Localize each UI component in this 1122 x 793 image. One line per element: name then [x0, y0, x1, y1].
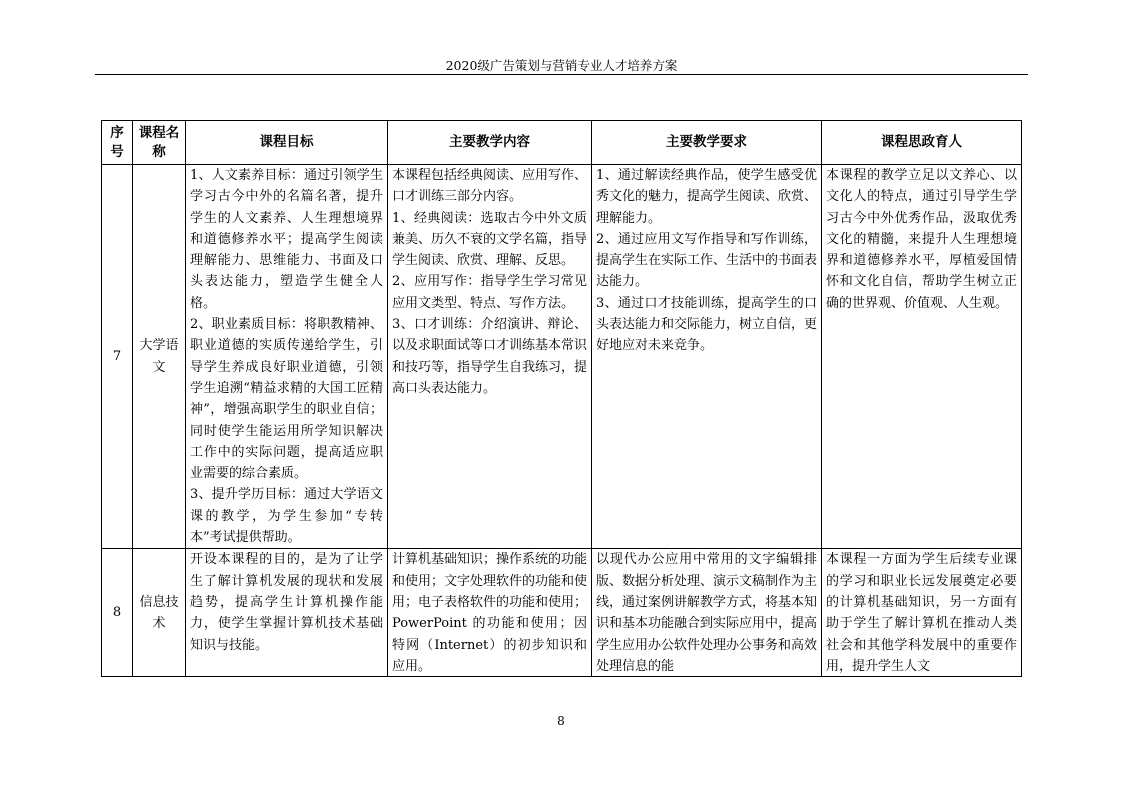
- header-cell-content: 主要教学内容: [388, 121, 592, 165]
- header-rule: [95, 74, 1028, 75]
- objectives-paragraph: 2、职业素质目标：将职教精神、职业道德的实质传递给学生，引导学生养成良好职业道德，引领学生追溯“精益求精的大国工匠精神”，增强高职学生的职业自信；同时使学生能运用所学知识解决工作中的实际问题，提高适应职业需要的综合素质。: [190, 317, 383, 482]
- requirements-cell: [592, 549, 822, 677]
- row-number: 7: [102, 165, 133, 549]
- content-paragraph: 计算机基础知识；操作系统的功能和使用；文字处理软件的功能和使用；电子表格软件的功能和使用；PowerPoint 的功能和使用；因特网（Internet）的初步知识和应用。: [392, 552, 587, 674]
- header-cell-ideology: 课程思政育人: [822, 121, 1022, 165]
- table-row: [102, 549, 1022, 677]
- course-name: 信息技术: [133, 549, 186, 677]
- content-paragraph: 2、应用写作：指导学生学习常见应用文类型、特点、写作方法。: [392, 274, 587, 311]
- table-header-row: [102, 121, 1022, 165]
- ideology-paragraph: 本课程一方面为学生后续专业课的学习和职业长远发展奠定必要的计算机基础知识，另一方面有助于学生了解计算机在推动人类社会和其他学科发展中的重要作用，提升学生人文: [826, 552, 1017, 674]
- objectives-paragraph: 1、人文素养目标：通过引领学生学习古今中外的名篇名著，提升学生的人文素养、人生理想境界和道德修养水平；提高学生阅读理解能力、思维能力、书面及口头表达能力，塑造学生健全人格。: [190, 168, 383, 311]
- requirements-paragraph: 2、通过应用文写作指导和写作训练，提高学生在实际工作、生活中的书面表达能力。: [596, 231, 818, 290]
- page-number: 8: [557, 714, 565, 728]
- objectives-cell: [186, 549, 388, 677]
- row-number: 8: [102, 549, 133, 677]
- ideology-paragraph: 本课程的教学立足以文养心、以文化人的特点，通过引导学生学习古今中外优秀作品，汲取优秀文化的精髓，来提升人生理想境界和道德修养水平，厚植爱国情怀和文化自信，帮助学生树立正确的世界观、价值观、人生观。: [826, 168, 1017, 311]
- objectives-paragraph: 3、提升学历目标：通过大学语文课的教学，为学生参加“专转本”考试提供帮助。: [190, 487, 383, 546]
- objectives-cell: [186, 165, 388, 549]
- content-paragraph: 1、经典阅读：选取古今中外文质兼美、历久不衰的文学名篇，指导学生阅读、欣赏、理解、反思。: [392, 210, 588, 269]
- requirements-paragraph: 1、通过解读经典作品，使学生感受优秀文化的魅力，提高学生阅读、欣赏、理解能力。: [596, 168, 818, 226]
- content-cell: [388, 165, 592, 549]
- header-cell-num: 序号: [102, 121, 133, 165]
- requirements-cell: [592, 165, 822, 549]
- content-paragraph: 本课程包括经典阅读、应用写作、口才训练三部分内容。: [392, 168, 588, 205]
- content-paragraph: 3、口才训练：介绍演讲、辩论、以及求职面试等口才训练基本常识和技巧等，指导学生自我练习，提高口头表达能力。: [392, 317, 588, 396]
- header-cell-objectives: 课程目标: [186, 121, 388, 165]
- requirements-paragraph: 以现代办公应用中常用的文字编辑排版、数据分析处理、演示文稿制作为主线，通过案例讲解教学方式，将基本知识和基本功能融合到实际应用中，提高学生应用办公软件处理办公事务和高效处理信息的能: [596, 552, 817, 674]
- requirements-paragraph: 3、通过口才技能训练，提高学生的口头表达能力和交际能力，树立自信，更好地应对未来竞争。: [596, 295, 818, 354]
- table-row: [102, 165, 1022, 549]
- header-cell-requirements: 主要教学要求: [592, 121, 822, 165]
- course-name: 大学语文: [133, 165, 186, 549]
- curriculum-table: [101, 120, 1022, 677]
- ideology-cell: [822, 165, 1022, 549]
- ideology-cell: [822, 549, 1022, 677]
- content-cell: [388, 549, 592, 677]
- page-header-title: 2020级广告策划与营销专业人才培养方案: [445, 58, 678, 73]
- header-cell-course: 课程名称: [133, 121, 186, 165]
- objectives-paragraph: 开设本课程的目的，是为了让学生了解计算机发展的现状和发展趋势，提高学生计算机操作能力，使学生掌握计算机技术基础知识与技能。: [190, 552, 383, 653]
